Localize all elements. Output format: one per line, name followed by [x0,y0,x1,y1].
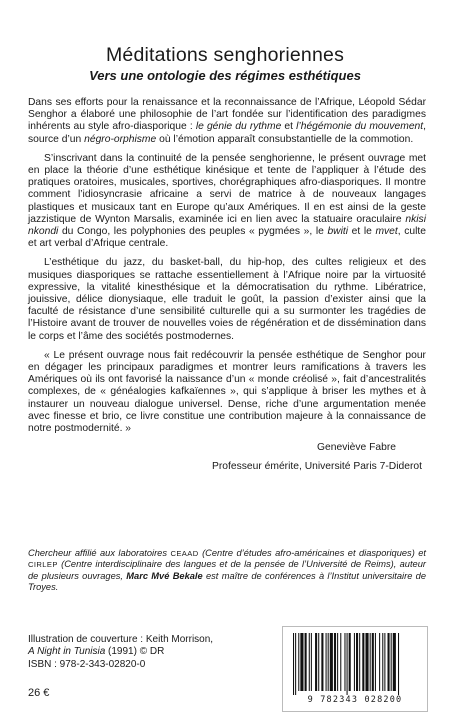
barcode-bar [298,633,299,691]
barcode-bar [382,633,383,691]
barcode-bar [362,633,364,691]
barcode-bar [321,633,323,691]
barcode-bar [337,633,338,691]
barcode-bar [391,633,392,691]
barcode-bar [365,633,368,691]
text-span: (1991) © DR [105,646,165,658]
text-span: Chercheur affilié aux laboratoires [28,548,171,558]
text-span: est maître de conférences à l’Institut universitaire de Troyes. [28,570,427,592]
barcode-bar [349,633,351,691]
italic-term: le génie du rythme [195,121,282,133]
book-title: Méditations senghoriennes [105,44,345,66]
barcode-number: 9 782343 028200 [307,695,403,705]
text-span: et [281,121,297,133]
barcode-bar [344,633,345,691]
text-span: et le [348,226,376,238]
blurb-paragraph-1 [28,97,426,146]
barcode-bar [340,633,341,691]
barcode-bar [388,633,390,691]
barcode-bar [398,633,399,695]
italic-term: l’hégémonie du mouvement [296,121,424,133]
text-span: du Congo, les polyphonies des peuples « pygmées », le [58,226,328,238]
barcode-bar [393,633,396,691]
text-span: où l’émotion apparaît consubstantielle de la commotion. [156,133,414,145]
italic-term: nkisi nkondi [28,213,426,238]
blurb [28,97,426,481]
barcode [282,626,428,712]
author-bio [28,548,426,593]
barcode-bar [315,633,317,691]
text-span: , source d’un [28,121,427,145]
barcode-bar [354,633,355,691]
text-span: , culte et art verbal d’Afrique centrale. [28,226,426,250]
endorsement-quote: « Le présent ouvrage nous fait redécouvrir la pensée esthétique de Senghor pour en dégager les principaux paradigmes et montrer leurs ramifications à travers les Amériques où ils ont favorisé la naissance d’un « monde créolisé », fait d’ancestralités complexes, de « généalogies kafkaïennes », qui s’applique à briser les mythes et à instaurer un nouveau dialogue universel. Dense, riche d’une argumentation menée avec finesse et brio, ce livre constitue une contribution majeure à la connaissance de notre postmodernité. » [28,349,426,435]
blurb-paragraph-3: L’esthétique du jazz, du basket-ball, du hip-hop, des cultes religieux et des musiques diasporiques se rattache essentiellement à l’Afrique noire par la virtuosité expressive, la vitalité kinesthésique et la démocratisation du rythme. Libératrice, jouissive, délice dionysiaque, elle traduit le goût, la passion d’exister ainsi que la faculté de résistance d’une sensibilité culturelle qui a su surmonter les tragédies de l’Histoire avant de trouver de nouvelles voies de régénération et de dissémination dans le corps et l’âme des sociétés postmodernes. [28,257,426,342]
author-name: Marc Mvé Bekale [126,570,203,581]
barcode-bar [359,633,360,691]
barcode-bar [375,633,376,691]
barcode-bar [347,633,348,695]
barcode-bar [370,633,371,691]
text-span: (Centre interdisciplinaire des langues et de la pensée de l’Université de Reims), auteur de plusieurs ouvrages, [28,559,426,581]
barcode-bar [309,633,310,691]
illustration-credit: Illustration de couverture : Keith Morrison, [28,634,214,645]
barcode-bar [300,633,303,691]
barcode-bar [305,633,307,691]
italic-term: bwiti [327,226,349,238]
artwork-credit [28,646,278,658]
italic-term: négro-orphisme [84,133,157,145]
barcode-bar [318,633,319,691]
text-span: (Centre d’études afro-américaines et diasporiques) et [198,548,426,558]
barcode-bar [295,633,296,695]
barcode-bar [330,633,333,691]
barcode-bar [293,633,294,695]
cover-credits [28,634,278,671]
barcode-bar [328,633,329,691]
barcode-bar [334,633,336,691]
barcode-bar [372,633,374,691]
italic-term: mvet [375,226,398,238]
price: 26 € [28,687,50,699]
barcode-bar [379,633,380,691]
barcode-bar [356,633,358,691]
lab-acronym: CIRLEP [28,560,58,570]
barcode-bar [311,633,312,691]
endorsement-author-title: Professeur émérite, Université Paris 7-Diderot [211,461,422,473]
book-subtitle: Vers une ontologie des régimes esthétiques [89,68,361,83]
text-span: S’inscrivant dans la continuité de la pensée senghorienne, le présent ouvrage met en place la théorie d’une esthétique kinésique et tente de l’appliquer à l’étude des pratiques oratoires, musicales, sportives, chorégraphiques afro-diasporiques. Il montre comment l’idiosyncrasie africaine a servi de matrice à de nouveaux langages plastiques et musicaux tant en Europe qu’aux Amériques. Il en est ainsi de la geste jazzistique de Wynton Marsalis, examinée ici en lien avec la statuaire oraculaire [28,152,426,225]
artwork-title: A Night in Tunisia [28,646,106,658]
lab-acronym: CEAAD [170,549,199,558]
isbn: ISBN : 978-2-343-02820-0 [28,658,146,670]
endorsement-author: Geneviève Fabre [317,442,396,454]
barcode-bar [384,633,385,691]
text-span: Dans ses efforts pour la renaissance et la reconnaissance de l’Afrique, Léopold Sédar Senghor a élaboré une philosophie de l’art fondée sur l’identification des paradigmes inhérents au style afro-diasporique : [28,97,426,133]
barcode-bar [326,633,327,691]
barcode-bars [291,633,419,695]
blurb-paragraph-2 [28,153,426,251]
